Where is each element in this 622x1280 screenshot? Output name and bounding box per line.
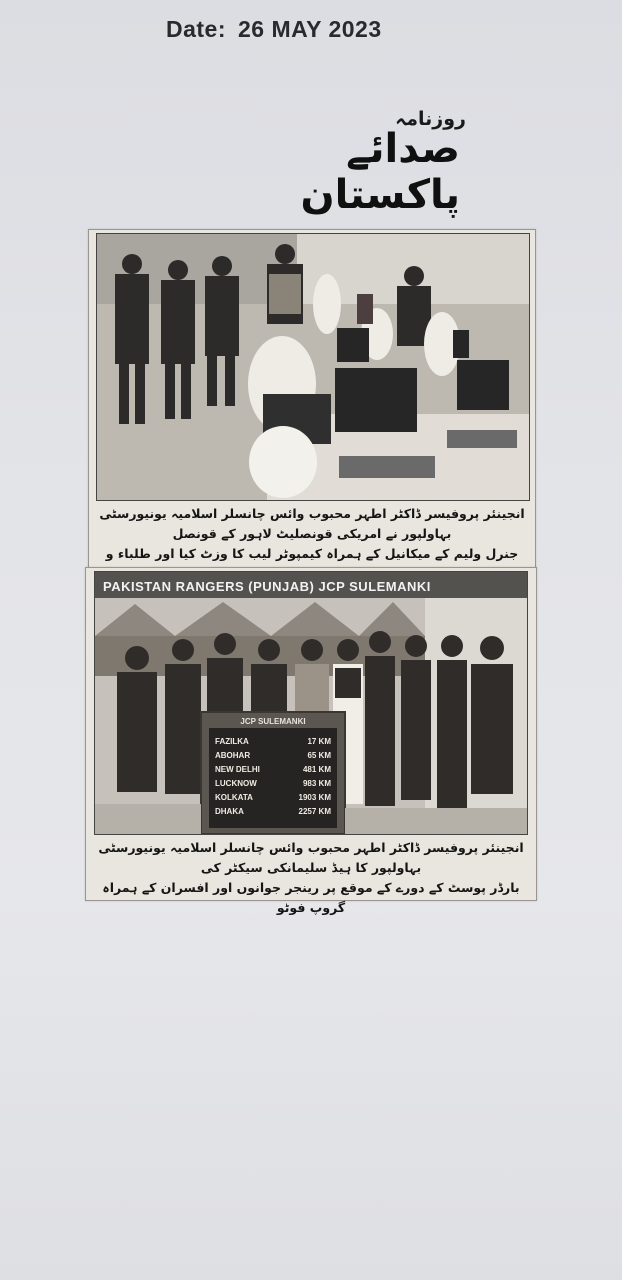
clipping-1-caption-line-2: جنرل ولیم کے میکانیل کے ہمراہ کیمپوٹر لیب کا وزٹ کیا اور طلباء و <box>105 546 519 561</box>
clipping-2-caption <box>94 838 528 918</box>
sign-dist-6: 2257 KM <box>298 807 331 816</box>
date-value: 26 MAY 2023 <box>238 16 382 42</box>
sign-city-2: ABOHAR <box>215 751 251 760</box>
sign-title: JCP SULEMANKI <box>240 717 306 726</box>
news-clipping-2 <box>85 567 537 915</box>
border-post-group-photo-image <box>95 572 527 834</box>
sign-city-1: FAZILKA <box>215 737 249 746</box>
sign-dist-4: 983 KM <box>302 779 331 788</box>
masthead-title: صدائے پاکستان <box>300 126 460 218</box>
border-post-group-photo <box>94 571 528 835</box>
sign-dist-5: 1903 KM <box>298 793 331 802</box>
computer-lab-photo-image <box>97 234 529 500</box>
computer-lab-photo <box>96 233 530 501</box>
newspaper-masthead <box>200 108 470 218</box>
sign-dist-1: 17 KM <box>307 737 331 746</box>
sign-city-4: LUCKNOW <box>215 779 257 788</box>
date-stamp <box>166 16 382 43</box>
clipping-1-caption-line-1: انجینئر پروفیسر ڈاکٹر اطہر محبوب وائس چانسلر اسلامیہ یونیورسٹی بہاولپور نے امریکی قونصلیٹ لاہور کے قونصل <box>99 506 525 541</box>
masthead-prefix: روزنامہ <box>395 108 466 130</box>
news-clipping-1 <box>88 229 536 569</box>
rangers-banner: PAKISTAN RANGERS (PUNJAB) JCP SULEMANKI <box>103 579 431 594</box>
clipping-2-caption-line-1: انجینئر پروفیسر ڈاکٹر اطہر محبوب وائس چانسلر اسلامیہ یونیورسٹی بہاولپور کا ہیڈ سلیمانکی سیکٹر کی <box>98 840 524 875</box>
clipping-2-caption-line-2: بارڈر پوسٹ کے دورے کے موقع پر رینجر جوانوں اور افسران کے ہمراہ گروپ فوٹو <box>102 880 520 915</box>
sign-dist-3: 481 KM <box>302 765 331 774</box>
sign-city-3: NEW DELHI <box>215 765 260 774</box>
sign-city-6: DHAKA <box>215 807 244 816</box>
sign-city-5: KOLKATA <box>215 793 253 802</box>
sign-dist-2: 65 KM <box>307 751 331 760</box>
date-label: Date: <box>166 16 227 42</box>
